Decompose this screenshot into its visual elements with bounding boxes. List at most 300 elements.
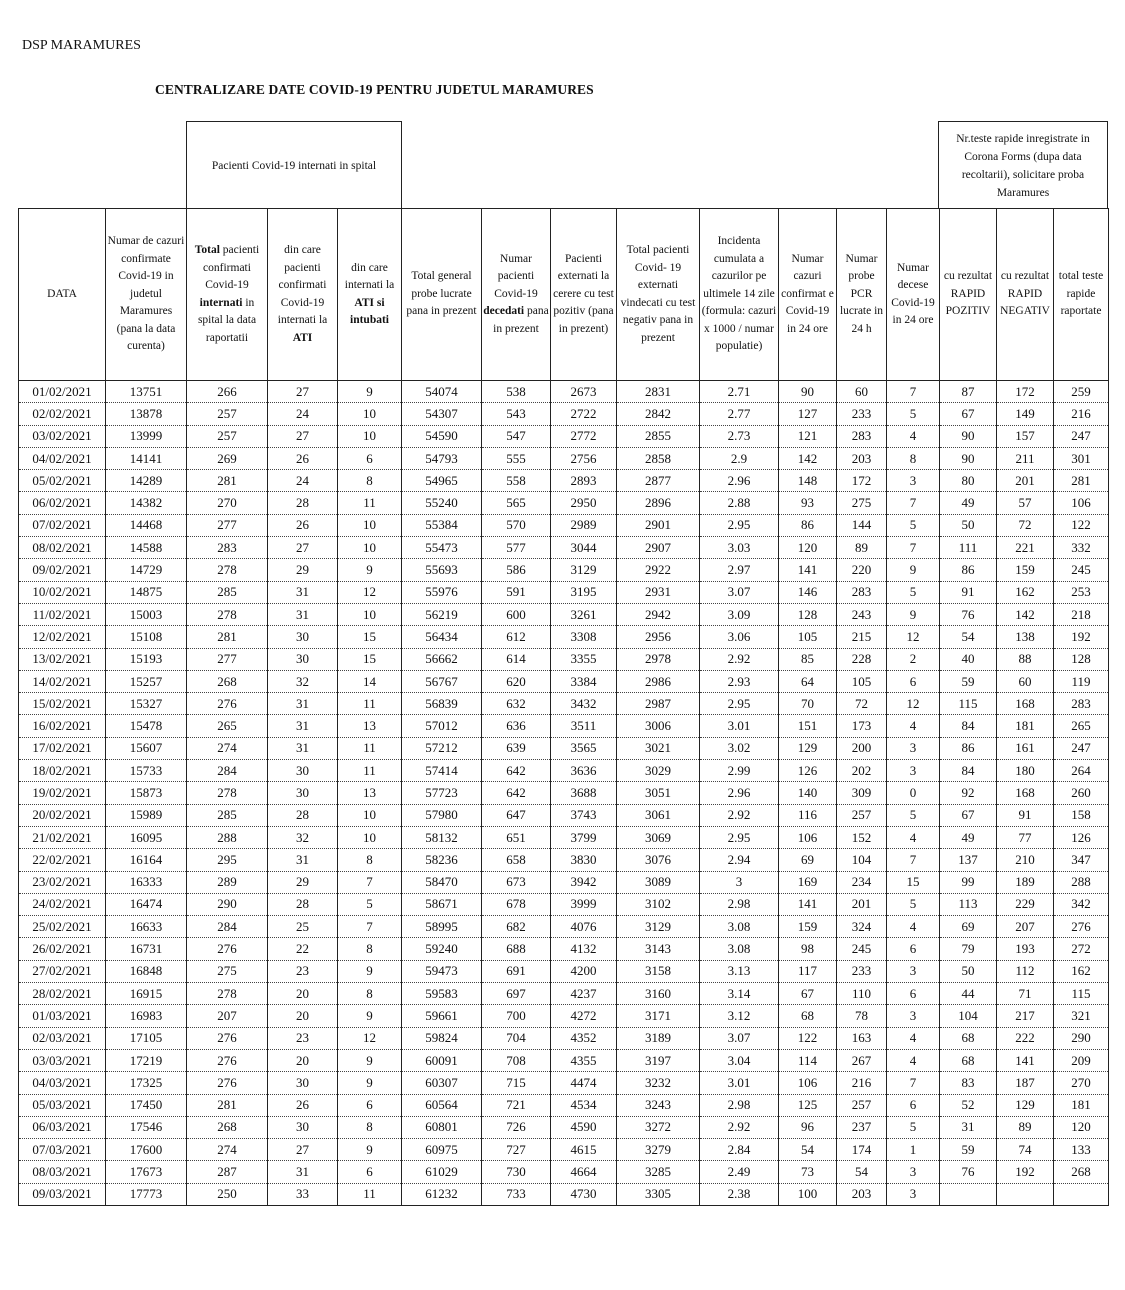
cell-cases: 15873 [106, 782, 187, 804]
cell-deaths: 721 [482, 1094, 551, 1116]
cell-tests: 56839 [402, 693, 482, 715]
cell-discharged-negative: 2978 [617, 648, 700, 670]
cell-rapid-total: 332 [1054, 537, 1109, 559]
cell-intubated: 7 [338, 871, 402, 893]
cell-new-deaths: 6 [887, 1094, 940, 1116]
cell-discharged-positive: 4664 [551, 1161, 617, 1183]
cell-icu: 25 [268, 916, 338, 938]
cell-date: 07/02/2021 [19, 514, 106, 536]
cell-rapid-negative: 141 [997, 1049, 1054, 1071]
cell-hospitalized: 295 [187, 849, 268, 871]
cell-discharged-positive: 2722 [551, 403, 617, 425]
cell-deaths: 730 [482, 1161, 551, 1183]
cell-icu: 28 [268, 492, 338, 514]
cell-icu: 31 [268, 715, 338, 737]
cell-incidence: 2.92 [700, 648, 779, 670]
cell-new-cases: 64 [779, 670, 837, 692]
cell-tests: 56219 [402, 603, 482, 625]
cell-incidence: 3.06 [700, 626, 779, 648]
cell-discharged-negative: 2901 [617, 514, 700, 536]
header-hospitalized-post: in spital la data raportatii [197, 296, 257, 344]
table-row [19, 916, 1109, 938]
cell-new-cases: 105 [779, 626, 837, 648]
cell-date: 23/02/2021 [19, 871, 106, 893]
cell-rapid-negative: 161 [997, 737, 1054, 759]
cell-hospitalized: 278 [187, 603, 268, 625]
cell-incidence: 2.97 [700, 559, 779, 581]
cell-incidence: 3.12 [700, 1005, 779, 1027]
cell-incidence: 3.14 [700, 983, 779, 1005]
cell-rapid-total: 260 [1054, 782, 1109, 804]
header-incidence [700, 209, 779, 381]
cell-date: 17/02/2021 [19, 737, 106, 759]
cell-rapid-negative: 149 [997, 403, 1054, 425]
cell-tests: 56662 [402, 648, 482, 670]
cell-pcr: 228 [837, 648, 887, 670]
cell-rapid-positive: 76 [940, 603, 997, 625]
cell-incidence: 3 [700, 871, 779, 893]
cell-cases: 15478 [106, 715, 187, 737]
cell-pcr: 234 [837, 871, 887, 893]
cell-rapid-negative: 162 [997, 581, 1054, 603]
cell-hospitalized: 269 [187, 447, 268, 469]
cell-deaths: 543 [482, 403, 551, 425]
cell-intubated: 10 [338, 603, 402, 625]
cell-discharged-negative: 3189 [617, 1027, 700, 1049]
cell-hospitalized: 268 [187, 670, 268, 692]
cell-tests: 58995 [402, 916, 482, 938]
cell-rapid-total: 290 [1054, 1027, 1109, 1049]
cell-pcr: 215 [837, 626, 887, 648]
cell-rapid-positive: 49 [940, 492, 997, 514]
cell-icu: 26 [268, 447, 338, 469]
cell-rapid-negative: 142 [997, 603, 1054, 625]
cell-rapid-positive: 79 [940, 938, 997, 960]
table-row [19, 581, 1109, 603]
cell-pcr: 233 [837, 403, 887, 425]
cell-new-deaths: 3 [887, 737, 940, 759]
cell-new-deaths: 3 [887, 960, 940, 982]
cell-tests: 55240 [402, 492, 482, 514]
cell-cases: 14588 [106, 537, 187, 559]
table-row [19, 447, 1109, 469]
cell-intubated: 11 [338, 693, 402, 715]
cell-discharged-positive: 3261 [551, 603, 617, 625]
cell-new-deaths: 3 [887, 470, 940, 492]
cell-cases: 17600 [106, 1139, 187, 1161]
cell-incidence: 3.01 [700, 715, 779, 737]
cell-rapid-positive: 104 [940, 1005, 997, 1027]
cell-rapid-negative: 229 [997, 893, 1054, 915]
cell-pcr: 283 [837, 425, 887, 447]
cell-discharged-negative: 3076 [617, 849, 700, 871]
cell-rapid-negative: 129 [997, 1094, 1054, 1116]
cell-tests: 61232 [402, 1183, 482, 1205]
cell-rapid-negative [997, 1183, 1054, 1205]
cell-rapid-total: 272 [1054, 938, 1109, 960]
cell-rapid-positive: 92 [940, 782, 997, 804]
cell-tests: 55976 [402, 581, 482, 603]
header-intubated [338, 209, 402, 381]
cell-pcr: 220 [837, 559, 887, 581]
cell-incidence: 2.84 [700, 1139, 779, 1161]
cell-rapid-negative: 157 [997, 425, 1054, 447]
cell-new-deaths: 8 [887, 447, 940, 469]
table-row [19, 1027, 1109, 1049]
cell-cases: 17673 [106, 1161, 187, 1183]
cell-new-cases: 68 [779, 1005, 837, 1027]
cell-new-cases: 140 [779, 782, 837, 804]
cell-rapid-positive: 99 [940, 871, 997, 893]
cell-deaths: 600 [482, 603, 551, 625]
cell-rapid-negative: 221 [997, 537, 1054, 559]
cell-hospitalized: 275 [187, 960, 268, 982]
cell-deaths: 642 [482, 760, 551, 782]
cell-rapid-negative: 74 [997, 1139, 1054, 1161]
cell-intubated: 8 [338, 849, 402, 871]
cell-pcr: 201 [837, 893, 887, 915]
cell-rapid-negative: 71 [997, 983, 1054, 1005]
header-rapid-negative-label: cu rezultat RAPID NEGATIV [1000, 270, 1050, 318]
cell-rapid-negative: 77 [997, 826, 1054, 848]
cell-discharged-negative: 3143 [617, 938, 700, 960]
header-rapid-positive-label: cu rezultat RAPID POZITIV [943, 270, 993, 318]
cell-icu: 23 [268, 960, 338, 982]
header-discharged-positive [551, 209, 617, 381]
cell-discharged-positive: 4237 [551, 983, 617, 1005]
cell-rapid-total: 268 [1054, 1161, 1109, 1183]
group-header-hospitalized-label: Pacienti Covid-19 internati in spital [211, 159, 377, 172]
cell-discharged-positive: 4076 [551, 916, 617, 938]
header-hospitalized [187, 209, 268, 381]
cell-new-deaths: 15 [887, 871, 940, 893]
cell-cases: 16848 [106, 960, 187, 982]
cell-deaths: 547 [482, 425, 551, 447]
cell-pcr: 152 [837, 826, 887, 848]
cell-deaths: 673 [482, 871, 551, 893]
cell-tests: 55384 [402, 514, 482, 536]
cell-date: 08/02/2021 [19, 537, 106, 559]
cell-incidence: 2.99 [700, 760, 779, 782]
cell-rapid-positive: 83 [940, 1072, 997, 1094]
cell-rapid-positive: 31 [940, 1116, 997, 1138]
cell-intubated: 13 [338, 715, 402, 737]
cell-tests: 54590 [402, 425, 482, 447]
cell-discharged-positive: 4272 [551, 1005, 617, 1027]
cell-date: 25/02/2021 [19, 916, 106, 938]
cell-discharged-negative: 2986 [617, 670, 700, 692]
cell-new-deaths: 2 [887, 648, 940, 670]
header-discharged-negative-label: Total pacienti Covid- 19 externati vindecati cu test negativ pana in prezent [620, 244, 696, 344]
cell-icu: 27 [268, 1139, 338, 1161]
cell-rapid-total: 181 [1054, 1094, 1109, 1116]
cell-new-cases: 142 [779, 447, 837, 469]
cell-new-cases: 100 [779, 1183, 837, 1205]
cell-pcr: 89 [837, 537, 887, 559]
cell-incidence: 2.73 [700, 425, 779, 447]
cell-rapid-positive: 86 [940, 737, 997, 759]
cell-deaths: 688 [482, 938, 551, 960]
cell-discharged-positive: 3688 [551, 782, 617, 804]
cell-tests: 59240 [402, 938, 482, 960]
cell-date: 06/02/2021 [19, 492, 106, 514]
cell-date: 05/03/2021 [19, 1094, 106, 1116]
cell-tests: 54074 [402, 381, 482, 403]
cell-intubated: 10 [338, 804, 402, 826]
group-header-rapid-tests-label: Nr.teste rapide inregistrate in Corona Forms (dupa data recoltarii), solicitare proba Maramures [956, 132, 1090, 199]
table-row [19, 1139, 1109, 1161]
cell-rapid-total: 245 [1054, 559, 1109, 581]
cell-icu: 30 [268, 1072, 338, 1094]
cell-icu: 31 [268, 603, 338, 625]
table-row [19, 1161, 1109, 1183]
cell-date: 19/02/2021 [19, 782, 106, 804]
header-rapid-negative [997, 209, 1054, 381]
cell-cases: 16095 [106, 826, 187, 848]
cell-new-deaths: 4 [887, 826, 940, 848]
header-hospitalized-bold2: internati [199, 296, 243, 309]
cell-new-cases: 54 [779, 1139, 837, 1161]
cell-rapid-negative: 168 [997, 782, 1054, 804]
cell-hospitalized: 276 [187, 1027, 268, 1049]
cell-pcr: 200 [837, 737, 887, 759]
cell-discharged-negative: 2831 [617, 381, 700, 403]
cell-discharged-positive: 4590 [551, 1116, 617, 1138]
cell-rapid-total: 301 [1054, 447, 1109, 469]
cell-rapid-positive: 86 [940, 559, 997, 581]
cell-rapid-total: 265 [1054, 715, 1109, 737]
cell-new-deaths: 6 [887, 670, 940, 692]
cell-tests: 58470 [402, 871, 482, 893]
cell-rapid-negative: 180 [997, 760, 1054, 782]
cell-pcr: 163 [837, 1027, 887, 1049]
cell-rapid-positive: 52 [940, 1094, 997, 1116]
cell-hospitalized: 270 [187, 492, 268, 514]
header-icu-pre: din care pacienti confirmati Covid-19 internati la [277, 244, 328, 326]
cell-discharged-negative: 3232 [617, 1072, 700, 1094]
cell-tests: 57980 [402, 804, 482, 826]
cell-discharged-negative: 3160 [617, 983, 700, 1005]
cell-intubated: 10 [338, 403, 402, 425]
cell-new-cases: 121 [779, 425, 837, 447]
cell-rapid-positive: 69 [940, 916, 997, 938]
cell-icu: 31 [268, 737, 338, 759]
cell-incidence: 2.93 [700, 670, 779, 692]
cell-cases: 15607 [106, 737, 187, 759]
cell-hospitalized: 276 [187, 938, 268, 960]
cell-icu: 26 [268, 514, 338, 536]
cell-cases: 15327 [106, 693, 187, 715]
cell-deaths: 704 [482, 1027, 551, 1049]
cell-discharged-negative: 3069 [617, 826, 700, 848]
cell-rapid-total: 347 [1054, 849, 1109, 871]
cell-deaths: 682 [482, 916, 551, 938]
cell-rapid-total: 342 [1054, 893, 1109, 915]
cell-tests: 55693 [402, 559, 482, 581]
group-header-hospitalized [186, 121, 402, 209]
cell-new-cases: 86 [779, 514, 837, 536]
cell-hospitalized: 277 [187, 514, 268, 536]
cell-discharged-positive: 2989 [551, 514, 617, 536]
cell-rapid-positive: 76 [940, 1161, 997, 1183]
cell-hospitalized: 277 [187, 648, 268, 670]
header-tests-label: Total general probe lucrate pana in prezent [406, 270, 477, 318]
cell-icu: 30 [268, 648, 338, 670]
cell-tests: 60801 [402, 1116, 482, 1138]
cell-rapid-total: 281 [1054, 470, 1109, 492]
cell-discharged-positive: 3636 [551, 760, 617, 782]
cell-incidence: 2.77 [700, 403, 779, 425]
cell-pcr: 216 [837, 1072, 887, 1094]
cell-date: 03/02/2021 [19, 425, 106, 447]
header-new-cases [779, 209, 837, 381]
cell-new-cases: 114 [779, 1049, 837, 1071]
cell-discharged-positive: 3799 [551, 826, 617, 848]
cell-intubated: 9 [338, 960, 402, 982]
cell-pcr: 172 [837, 470, 887, 492]
cell-pcr: 173 [837, 715, 887, 737]
cell-incidence: 2.98 [700, 1094, 779, 1116]
cell-rapid-positive: 137 [940, 849, 997, 871]
cell-discharged-negative: 3243 [617, 1094, 700, 1116]
table-row [19, 983, 1109, 1005]
cell-new-cases: 129 [779, 737, 837, 759]
cell-new-deaths: 4 [887, 916, 940, 938]
header-pcr-label: Numar probe PCR lucrate in 24 h [839, 252, 884, 335]
header-cases [106, 209, 187, 381]
cell-new-deaths: 3 [887, 1005, 940, 1027]
cell-cases: 16474 [106, 893, 187, 915]
header-rapid-positive [940, 209, 997, 381]
cell-new-cases: 93 [779, 492, 837, 514]
cell-tests: 56434 [402, 626, 482, 648]
cell-hospitalized: 276 [187, 693, 268, 715]
cell-pcr: 203 [837, 1183, 887, 1205]
cell-new-deaths: 7 [887, 381, 940, 403]
header-rapid-total-label: total teste rapide raportate [1058, 270, 1104, 318]
cell-discharged-negative: 2907 [617, 537, 700, 559]
cell-pcr: 174 [837, 1139, 887, 1161]
cell-cases: 16164 [106, 849, 187, 871]
cell-tests: 59473 [402, 960, 482, 982]
cell-new-cases: 90 [779, 381, 837, 403]
cell-pcr: 283 [837, 581, 887, 603]
document-title: CENTRALIZARE DATE COVID-19 PENTRU JUDETUL MARAMURES [155, 82, 594, 97]
cell-discharged-positive: 3384 [551, 670, 617, 692]
cell-tests: 61029 [402, 1161, 482, 1183]
cell-icu: 26 [268, 1094, 338, 1116]
organization-name: DSP MARAMURES [22, 38, 141, 53]
cell-intubated: 8 [338, 983, 402, 1005]
cell-intubated: 5 [338, 893, 402, 915]
cell-new-cases: 141 [779, 559, 837, 581]
cell-cases: 16983 [106, 1005, 187, 1027]
cell-hospitalized: 287 [187, 1161, 268, 1183]
cell-tests: 59583 [402, 983, 482, 1005]
cell-discharged-positive: 4730 [551, 1183, 617, 1205]
cell-hospitalized: 283 [187, 537, 268, 559]
cell-incidence: 2.95 [700, 693, 779, 715]
cell-discharged-positive: 2950 [551, 492, 617, 514]
cell-rapid-negative: 88 [997, 648, 1054, 670]
cell-cases: 14468 [106, 514, 187, 536]
cell-discharged-negative: 2987 [617, 693, 700, 715]
cell-date: 03/03/2021 [19, 1049, 106, 1071]
cell-rapid-positive [940, 1183, 997, 1205]
header-intubated-pre: din care internati la [344, 261, 395, 291]
cell-intubated: 14 [338, 670, 402, 692]
cell-new-deaths: 7 [887, 849, 940, 871]
cell-icu: 24 [268, 470, 338, 492]
cell-incidence: 3.09 [700, 603, 779, 625]
cell-intubated: 9 [338, 1005, 402, 1027]
cell-new-deaths: 3 [887, 1161, 940, 1183]
cell-icu: 29 [268, 871, 338, 893]
cell-incidence: 2.98 [700, 893, 779, 915]
cell-icu: 20 [268, 1049, 338, 1071]
cell-deaths: 612 [482, 626, 551, 648]
cell-discharged-negative: 2842 [617, 403, 700, 425]
cell-intubated: 7 [338, 916, 402, 938]
cell-rapid-positive: 67 [940, 804, 997, 826]
cell-deaths: 658 [482, 849, 551, 871]
cell-cases: 14729 [106, 559, 187, 581]
cell-rapid-total: 288 [1054, 871, 1109, 893]
cell-rapid-positive: 115 [940, 693, 997, 715]
cell-icu: 27 [268, 537, 338, 559]
cell-icu: 24 [268, 403, 338, 425]
table-body [19, 381, 1109, 1206]
cell-deaths: 651 [482, 826, 551, 848]
cell-pcr: 257 [837, 1094, 887, 1116]
cell-new-deaths: 5 [887, 1116, 940, 1138]
cell-intubated: 8 [338, 470, 402, 492]
cell-icu: 33 [268, 1183, 338, 1205]
cell-tests: 57212 [402, 737, 482, 759]
cell-discharged-negative: 3089 [617, 871, 700, 893]
table-row [19, 1005, 1109, 1027]
cell-hospitalized: 276 [187, 1072, 268, 1094]
cell-deaths: 726 [482, 1116, 551, 1138]
cell-new-deaths: 4 [887, 715, 940, 737]
cell-cases: 16633 [106, 916, 187, 938]
cell-discharged-positive: 2772 [551, 425, 617, 447]
cell-deaths: 620 [482, 670, 551, 692]
table-row [19, 559, 1109, 581]
cell-cases: 17546 [106, 1116, 187, 1138]
cell-new-deaths: 4 [887, 1027, 940, 1049]
table-row [19, 603, 1109, 625]
cell-date: 27/02/2021 [19, 960, 106, 982]
cell-new-deaths: 3 [887, 760, 940, 782]
cell-incidence: 3.07 [700, 1027, 779, 1049]
cell-discharged-negative: 3158 [617, 960, 700, 982]
cell-incidence: 3.08 [700, 916, 779, 938]
header-new-cases-label: Numar cazuri confirmat e Covid-19 in 24 ore [781, 252, 834, 335]
cell-new-cases: 85 [779, 648, 837, 670]
cell-hospitalized: 288 [187, 826, 268, 848]
covid-data-table [18, 208, 1109, 1206]
cell-deaths: 700 [482, 1005, 551, 1027]
cell-rapid-total: 218 [1054, 603, 1109, 625]
cell-discharged-negative: 3197 [617, 1049, 700, 1071]
cell-icu: 28 [268, 893, 338, 915]
table-row [19, 648, 1109, 670]
cell-rapid-total: 162 [1054, 960, 1109, 982]
group-header-rapid-tests [938, 121, 1108, 209]
cell-discharged-positive: 2673 [551, 381, 617, 403]
cell-pcr: 275 [837, 492, 887, 514]
